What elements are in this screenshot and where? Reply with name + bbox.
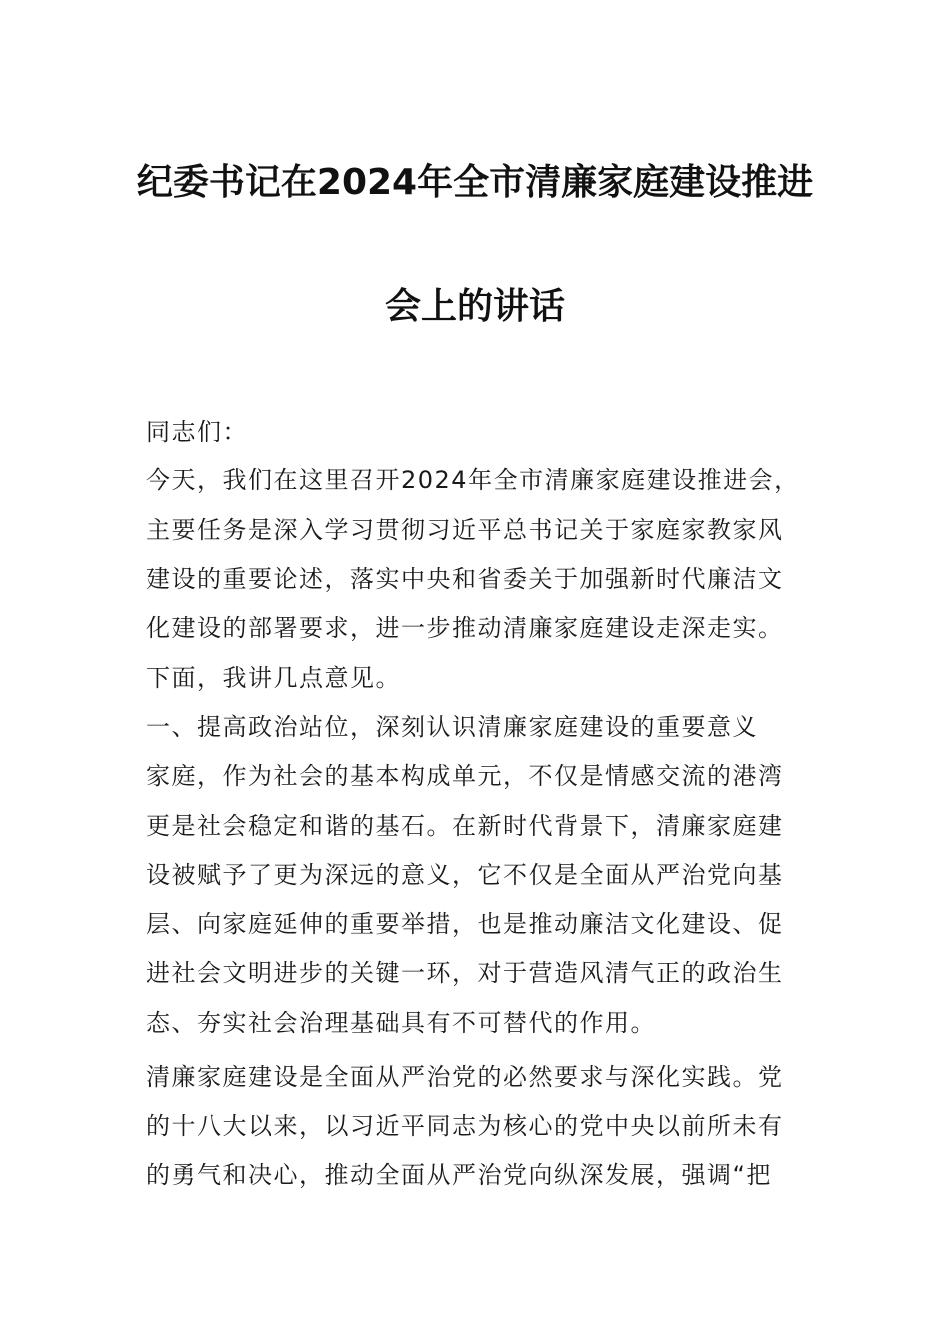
salutation: 同志们： — [146, 418, 248, 446]
body-line: 设被赋予了更为深远的意义，它不仅是全面从严治党向基 — [146, 861, 784, 889]
body-line: 更是社会稳定和谐的基石。在新时代背景下，清廉家庭建 — [146, 812, 784, 840]
body-line: 态、夯实社会治理基础具有不可替代的作用。 — [146, 1009, 656, 1037]
body-line: 层、向家庭延伸的重要举措，也是推动廉洁文化建设、促 — [146, 910, 784, 938]
body-line: 的勇气和决心，推动全面从严治党向纵深发展，强调“把 — [146, 1161, 772, 1189]
document-title-line-2: 会上的讲话 — [384, 286, 565, 327]
body-line: 下面，我讲几点意见。 — [146, 664, 401, 692]
body-line: 化建设的部署要求，进一步推动清廉家庭建设走深走实。 — [146, 614, 784, 642]
body-line: 清廉家庭建设是全面从严治党的必然要求与深化实践。党 — [146, 1063, 784, 1091]
body-line: 的十八大以来，以习近平同志为核心的党中央以前所未有 — [146, 1112, 784, 1140]
body-line: 家庭，作为社会的基本构成单元，不仅是情感交流的港湾 — [146, 762, 784, 790]
section-heading: 一、提高政治站位，深刻认识清廉家庭建设的重要意义 — [146, 713, 758, 741]
body-line: 今天，我们在这里召开2024年全市清廉家庭建设推进会， — [146, 466, 800, 494]
body-line: 进社会文明进步的关键一环，对于营造风清气正的政治生 — [146, 959, 784, 987]
body-line: 主要任务是深入学习贯彻习近平总书记关于家庭家教家风 — [146, 516, 784, 544]
body-line: 建设的重要论述，落实中央和省委关于加强新时代廉洁文 — [146, 565, 784, 593]
document-title-line-1: 纪委书记在2024年全市清廉家庭建设推进 — [136, 162, 814, 203]
